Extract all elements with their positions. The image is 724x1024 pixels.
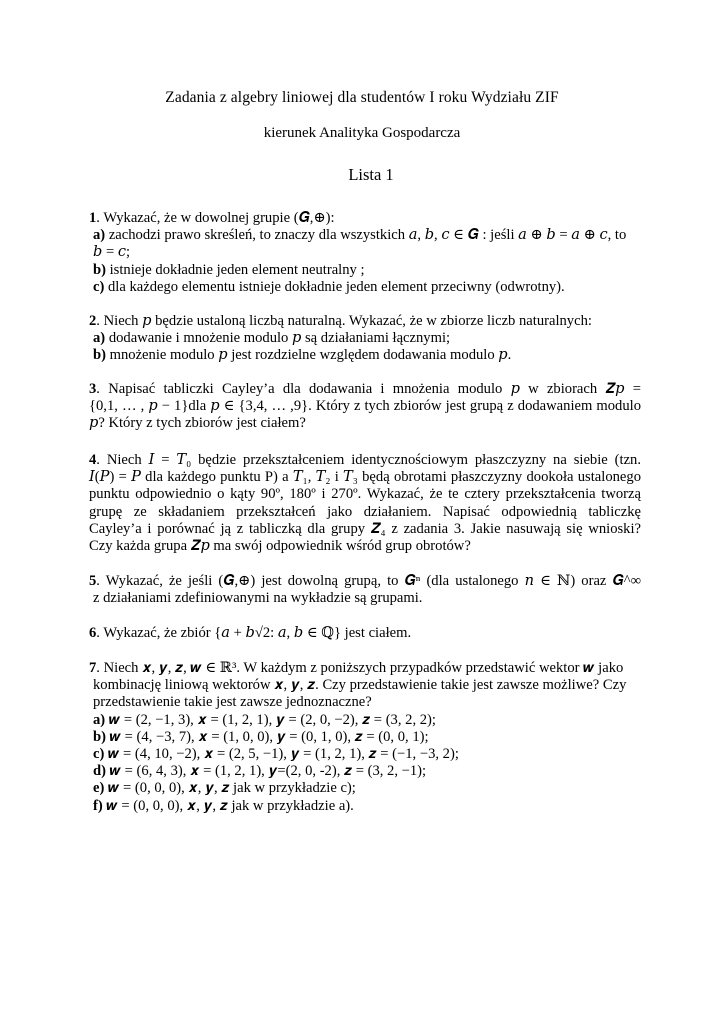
- problem-6-line-1: 6. Wykazać, że zbiór {𝑎 + 𝑏√2: 𝑎, 𝑏 ∈ ℚ} jest ciałem.: [89, 625, 412, 641]
- problem-number: 1: [89, 210, 97, 226]
- problem-4-line-5: Cayley’a i porównać ją z tabliczką dla grupy 𝒁₄ z zadania 3. Jakie nasuwają się wnioski?: [89, 520, 641, 537]
- problem-1-line-1: 1. Wykazać, że w dowolnej grupie (𝑮,⊕):: [89, 210, 335, 226]
- item-label: e): [93, 780, 105, 797]
- problem-3: [89, 381, 641, 433]
- problem-4-line-3: punktu odpowiednio o kąty 90º, 180º i 270º. Wykazać, że te cztery przekształcenia tworzą: [89, 486, 641, 503]
- problem-7-item-b: b) 𝒘 = (4, −3, 7), 𝒙 = (1, 0, 0), 𝒚 = (0, 1, 0), 𝒛 = (0, 0, 1);: [93, 728, 429, 745]
- problem-number: 4: [89, 452, 97, 468]
- problem-4-line-4: grupę ze składaniem przekształceń jako działaniem. Napisać odpowiednią tabliczkę: [89, 503, 641, 520]
- problem-3-line-2: {0,1, … , 𝑝 − 1}dla 𝑝 ∈ {3,4, … ,9}. Który z tych zbiorów jest grupą z dodawaniem modulo: [89, 398, 641, 415]
- problem-1: [89, 210, 641, 296]
- item-label: d): [93, 763, 106, 780]
- problem-7-line-3: przedstawienie takie jest zawsze jednoznaczne?: [93, 694, 372, 711]
- list-heading: Lista 1: [348, 165, 394, 184]
- problem-2: [89, 313, 641, 365]
- problem-7-line-1: 7. Niech 𝒙, 𝒚, 𝒛, 𝒘 ∈ ℝ³. W każdym z poniższych przypadków przedstawić wektor 𝒘 jako: [89, 660, 624, 676]
- problem-4-line-6: Czy każda grupa 𝒁𝑝 ma swój odpowiednik wśród grup obrotów?: [89, 538, 471, 555]
- problem-3-line-3: 𝑝? Który z tych zbiorów jest ciałem?: [89, 415, 306, 432]
- problem-4: [89, 452, 641, 555]
- item-label: b): [93, 728, 106, 745]
- problem-number: 5: [89, 573, 97, 589]
- problem-5: [89, 573, 641, 607]
- item-label: c): [93, 278, 105, 295]
- problem-2-item-b: b) mnożenie modulo 𝑝 jest rozdzielne względem dodawania modulo 𝑝.: [93, 347, 512, 364]
- problem-5-line-1: 5. Wykazać, że jeśli (𝑮,⊕) jest dowolną grupą, to 𝑮ⁿ (dla ustalonego 𝑛 ∈ ℕ) oraz 𝑮^∞: [89, 573, 641, 589]
- problem-1-item-b: b) istnieje dokładnie jeden element neutralny ;: [93, 261, 365, 278]
- problem-number: 6: [89, 625, 97, 641]
- problem-3-line-1: 3. Napisać tabliczki Cayley’a dla dodawania i mnożenia modulo 𝑝 w zbiorach 𝒁𝑝 =: [89, 381, 641, 397]
- problem-7-item-c: c) 𝒘 = (4, 10, −2), 𝒙 = (2, 5, −1), 𝒚 = (1, 2, 1), 𝒛 = (−1, −3, 2);: [93, 746, 459, 763]
- problem-1-item-a: a) zachodzi prawo skreśleń, to znaczy dla wszystkich 𝑎, 𝑏, 𝑐 ∈ 𝑮 : jeśli 𝑎 ⊕ 𝑏 = 𝑎 ⊕ 𝑐, to: [93, 227, 627, 244]
- problem-7-item-d: d) 𝒘 = (6, 4, 3), 𝒙 = (1, 2, 1), 𝒚=(2, 0, -2), 𝒛 = (3, 2, −1);: [93, 763, 427, 780]
- problem-4-line-2: 𝐼(𝑃) = 𝑃 dla każdego punktu P) a 𝑇₁, 𝑇₂ i 𝑇₃ będą obrotami płaszczyzny dookoła ustalonego: [89, 469, 641, 486]
- item-label: b): [93, 261, 106, 278]
- item-label: a): [93, 711, 106, 728]
- page-subtitle: kierunek Analityka Gospodarcza: [263, 125, 461, 141]
- item-label: a): [93, 330, 106, 347]
- problem-2-item-a: a) dodawanie i mnożenie modulo 𝑝 są działaniami łącznymi;: [93, 330, 451, 347]
- item-label: f): [93, 797, 103, 814]
- problem-1-item-a-cont: 𝑏 = 𝑐;: [93, 244, 131, 261]
- problem-7-line-2: kombinację liniową wektorów 𝒙, 𝒚, 𝒛. Czy przedstawienie takie jest zawsze możliwe? Czy: [93, 677, 627, 694]
- problem-number: 2: [89, 313, 97, 329]
- item-label: a): [93, 227, 106, 244]
- item-label: c): [93, 746, 105, 763]
- problem-7-item-a: a) 𝒘 = (2, −1, 3), 𝒙 = (1, 2, 1), 𝒚 = (2, 0, −2), 𝒛 = (3, 2, 2);: [93, 711, 436, 728]
- page-title: Zadania z algebry liniowej dla studentów I roku Wydziału ZIF: [165, 89, 559, 106]
- problem-7-item-f: f) 𝒘 = (0, 0, 0), 𝒙, 𝒚, 𝒛 jak w przykładzie a).: [93, 797, 354, 814]
- problem-7-item-e: e) 𝒘 = (0, 0, 0), 𝒙, 𝒚, 𝒛 jak w przykładzie c);: [93, 780, 356, 797]
- problem-4-line-1: 4. Niech 𝐼 = 𝑇₀ będzie przekształceniem identycznościowym płaszczyzny na siebie (tzn.: [89, 452, 641, 468]
- problem-5-line-2: z działaniami zdefiniowanymi na wykładzie są grupami.: [93, 590, 423, 607]
- problem-2-line-1: 2. Niech 𝑝 będzie ustaloną liczbą naturalną. Wykazać, że w zbiorze liczb naturalnych:: [89, 313, 592, 329]
- problem-7: [89, 660, 641, 815]
- problem-number: 3: [89, 381, 97, 397]
- item-label: b): [93, 347, 106, 364]
- problem-number: 7: [89, 660, 97, 676]
- problem-1-item-c: c) dla każdego elementu istnieje dokładnie jeden element przeciwny (odwrotny).: [93, 278, 565, 295]
- problem-6: [89, 625, 641, 642]
